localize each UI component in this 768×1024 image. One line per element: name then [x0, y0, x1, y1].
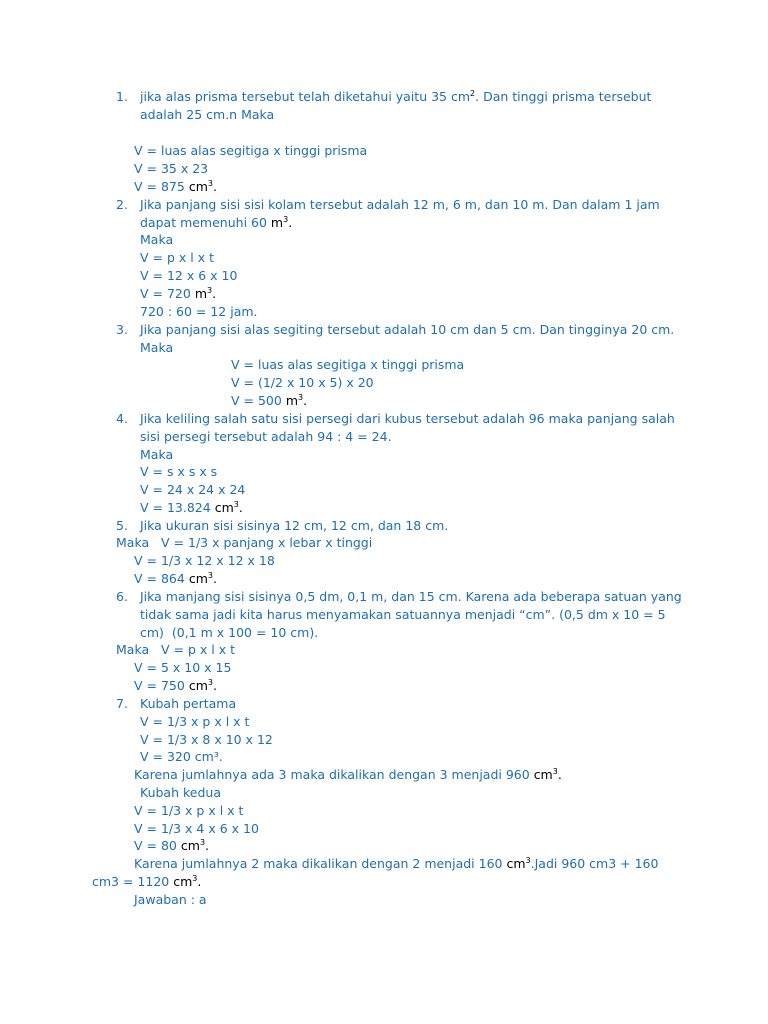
item-7-line: V = 1/3 x 4 x 6 x 10	[134, 821, 259, 836]
item-6-line: V = 5 x 10 x 15	[134, 660, 232, 675]
item-4-line: sisi persegi tersebut adalah 94 : 4 = 24.	[140, 429, 392, 444]
item-5-number: 5.	[116, 518, 128, 533]
item-7-line: cm3 = 1120 $cm^3$.	[92, 874, 202, 889]
item-3-line: V = (1/2 x 10 x 5) x 20	[231, 375, 374, 390]
item-6-line: V = 750 $cm^3$.	[134, 678, 217, 693]
item-3-number: 3.	[116, 322, 128, 337]
item-5-line: Jika ukuran sisi sisinya 12 cm, 12 cm, dan 18 cm.	[140, 518, 449, 533]
item-7-answer: Jawaban : a	[134, 892, 207, 907]
item-7-line: V = 1/3 x 8 x 10 x 12	[140, 732, 273, 747]
item-5-line: V = 1/3 x 12 x 12 x 18	[134, 553, 275, 568]
item-7-line: Karena jumlahnya ada 3 maka dikalikan dengan 3 menjadi 960 $cm^3$.	[134, 767, 562, 782]
item-4-line: V = s x s x s	[140, 464, 218, 479]
item-2-line: 720 : 60 = 12 jam.	[140, 304, 258, 319]
item-1-line: adalah 25 cm.n Maka	[140, 107, 275, 122]
item-6-number: 6.	[116, 589, 128, 604]
item-3-line: Maka	[140, 340, 174, 355]
item-2-line: Jika panjang sisi sisi kolam tersebut adalah 12 m, 6 m, dan 10 m. Dan dalam 1 jam	[140, 197, 660, 212]
item-6-line: Maka V = p x l x t	[116, 642, 236, 657]
item-7-line: Karena jumlahnya 2 maka dikalikan dengan 2 menjadi 160 $cm^3.Jadi$ 960 cm3 + 160	[134, 856, 659, 871]
item-7-line: Kubah pertama	[140, 696, 237, 711]
item-1-line: jika alas prisma tersebut telah diketahui yaitu 35 $cm^2$. Dan tinggi prisma tersebut	[140, 89, 652, 104]
item-7-line: Kubah kedua	[140, 785, 221, 800]
item-7-number: 7.	[116, 696, 128, 711]
item-4-number: 4.	[116, 411, 128, 426]
item-7-line: V = 1/3 x p x l x t	[140, 714, 250, 729]
item-5-line: Maka V = 1/3 x panjang x lebar x tinggi	[116, 535, 373, 550]
item-3-line: V = 500 $m^3$.	[231, 393, 308, 408]
item-4-line: V = 24 x 24 x 24	[140, 482, 246, 497]
item-2-line: Maka	[140, 232, 174, 247]
item-1-line: V = 35 x 23	[134, 161, 209, 176]
item-5-line: V = 864 $cm^3$.	[134, 571, 217, 586]
item-4-line: Jika keliling salah satu sisi persegi dari kubus tersebut adalah 96 maka panjang salah	[140, 411, 675, 426]
item-6-line: Jika manjang sisi sisinya 0,5 dm, 0,1 m, dan 15 cm. Karena ada beberapa satuan yang	[140, 589, 682, 604]
item-6-line: tidak sama jadi kita harus menyamakan satuannya menjadi “cm”. (0,5 dm x 10 = 5	[140, 607, 666, 622]
item-2-line: V = p x l x t	[140, 250, 214, 265]
item-7-line: V = 1/3 x p x l x t	[134, 803, 244, 818]
item-2-number: 2.	[116, 197, 128, 212]
item-7-line: V = 80 $cm^3$.	[134, 838, 210, 853]
item-3-line: Jika panjang sisi alas segiting tersebut adalah 10 cm dan 5 cm. Dan tingginya 20 cm.	[140, 322, 675, 337]
item-4-line: Maka	[140, 447, 174, 462]
item-2-line: dapat memenuhi 60 $m^3$.	[140, 215, 293, 230]
item-3-line: V = luas alas segitiga x tinggi prisma	[231, 357, 465, 372]
item-1-line: V = luas alas segitiga x tinggi prisma	[134, 143, 368, 158]
item-1-line: V = 875 $cm^3$.	[134, 179, 217, 194]
item-1-number: 1.	[116, 89, 128, 104]
item-2-line: V = 12 x 6 x 10	[140, 268, 238, 283]
item-6-line: cm) (0,1 m x 100 = 10 cm).	[140, 625, 319, 640]
item-7-line: V = 320 cm³.	[140, 749, 223, 764]
item-2-line: V = 720 $m^3$.	[140, 286, 217, 301]
item-4-line: V = 13.824 $cm^3$.	[140, 500, 243, 515]
